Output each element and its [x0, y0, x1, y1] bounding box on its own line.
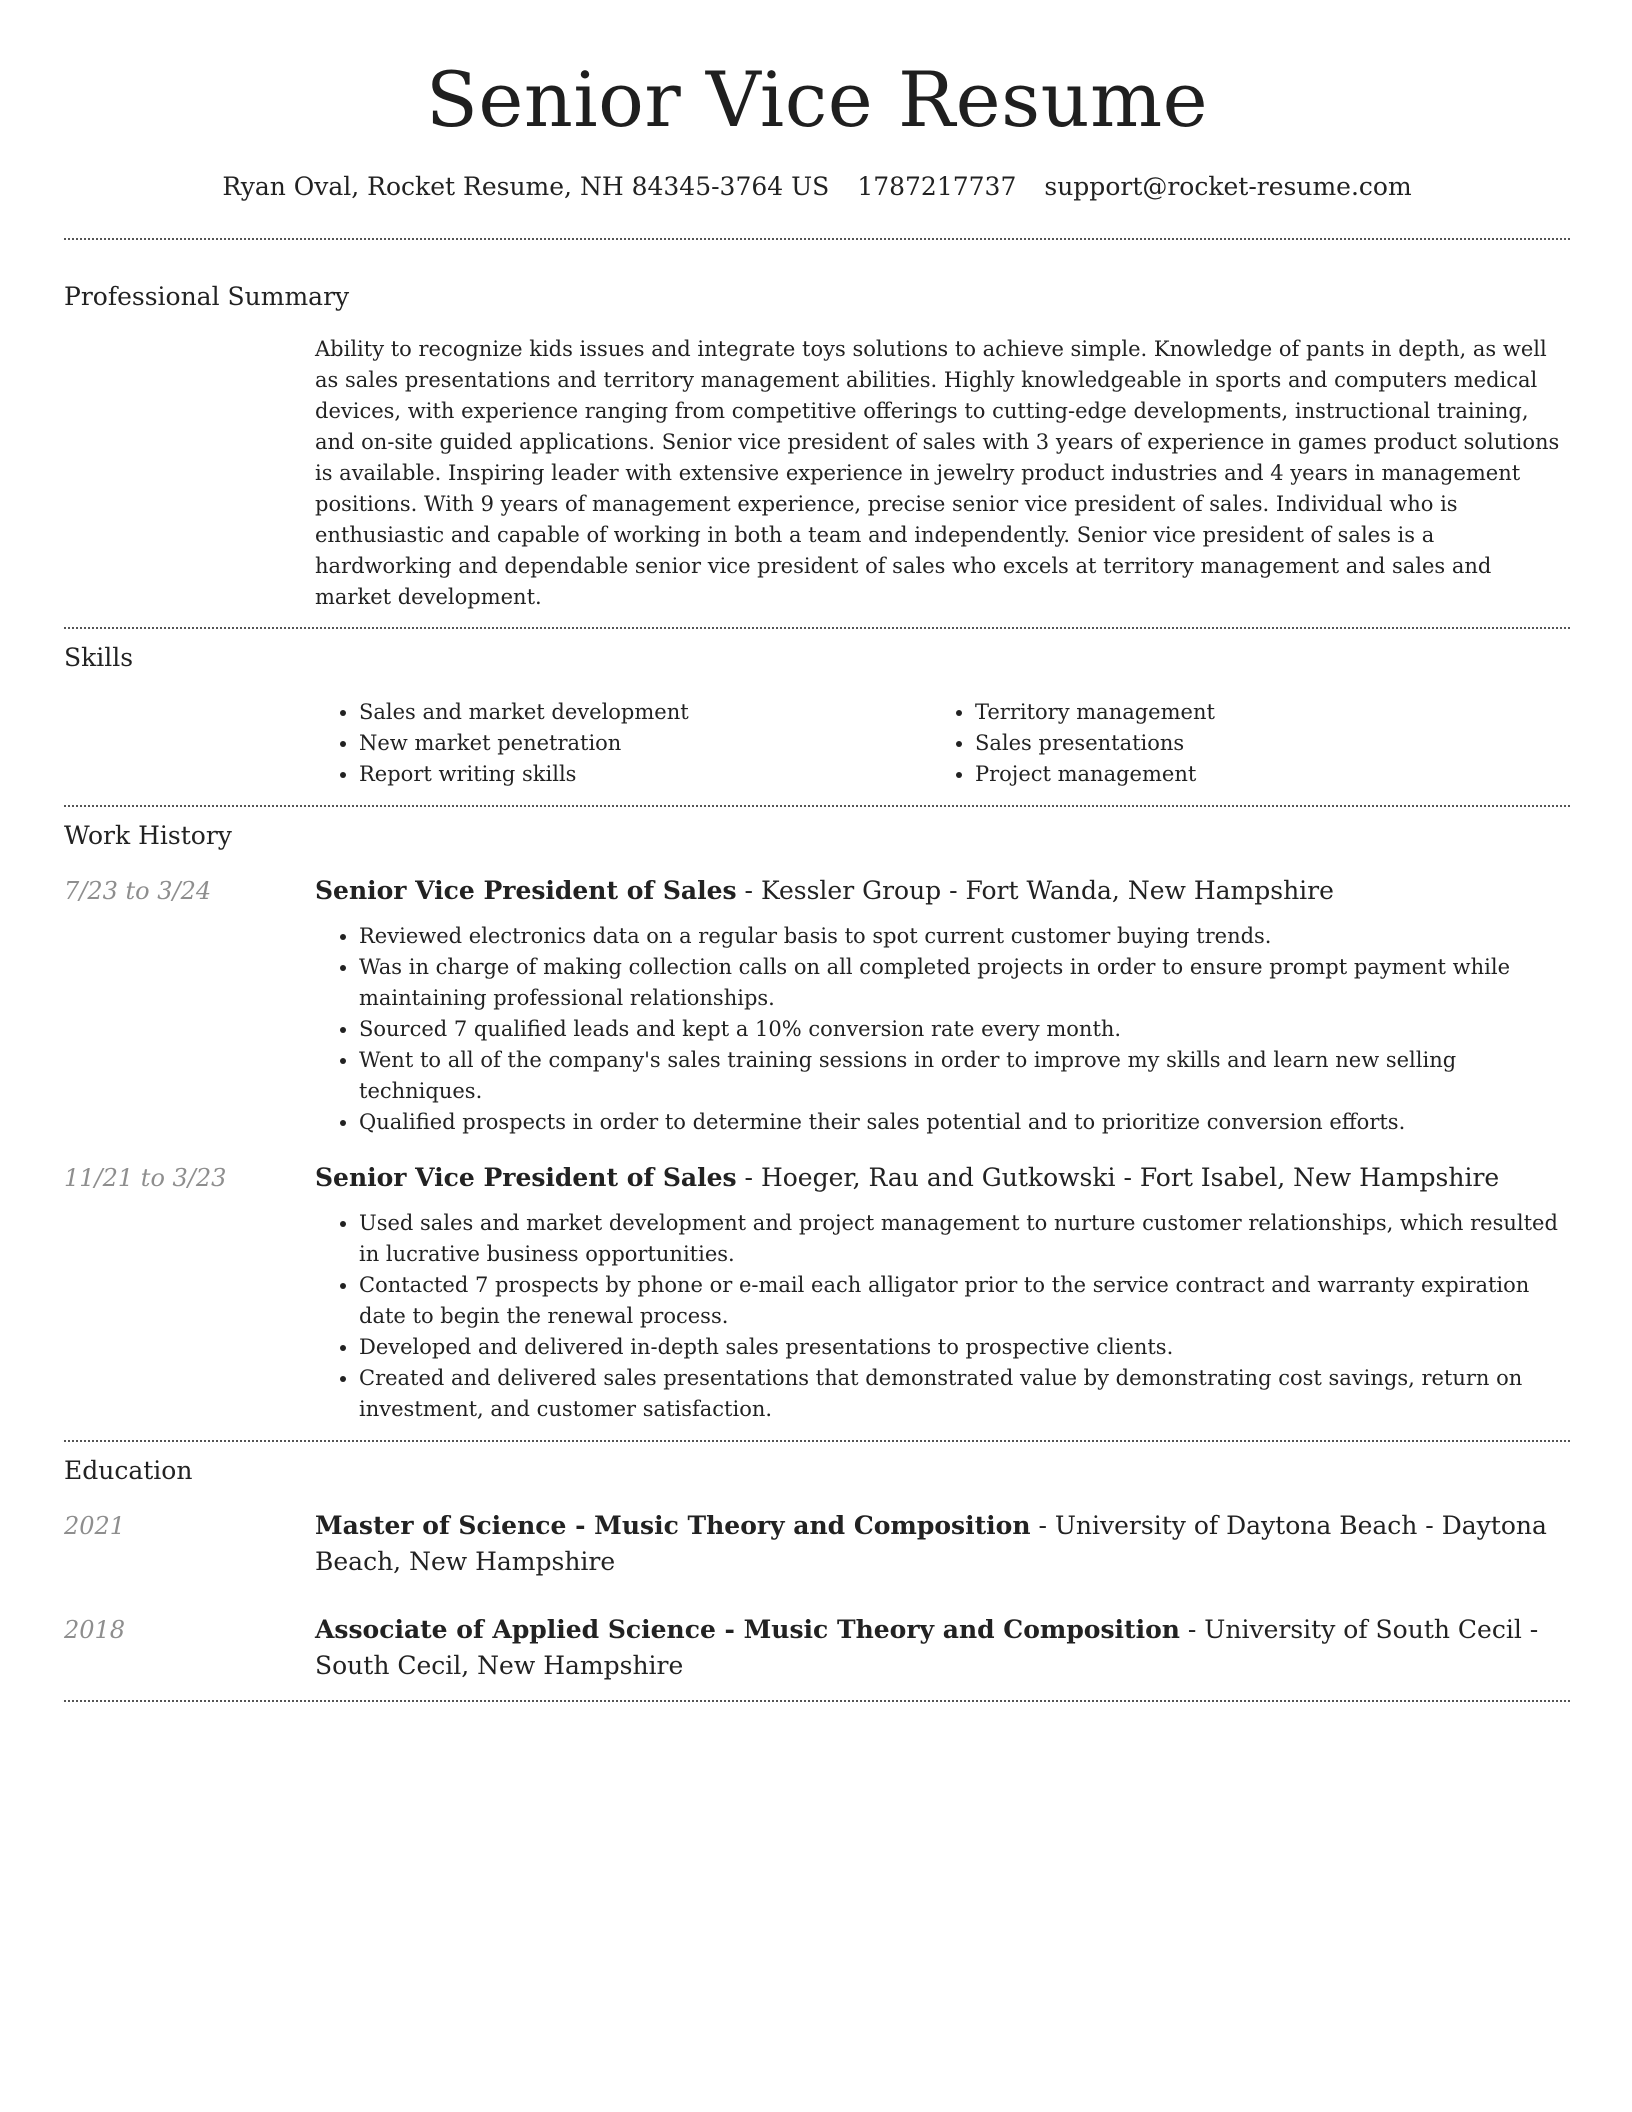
resume-page	[64, 0, 1570, 1702]
work-bullet: • Sourced 7 qualified leads and kept a 10% conversion rate every month.	[359, 1014, 1570, 1045]
work-headline	[315, 1160, 1570, 1196]
work-dates: 7/23 to 3/24	[64, 877, 212, 905]
skills-column-right	[931, 697, 1547, 790]
education-year: 2021	[64, 1512, 126, 1540]
skill-item: • Sales and market development	[359, 697, 931, 728]
work-bullet: • Contacted 7 prospects by phone or e-mail each alligator prior to the service contract and warranty expiration date to begin the renewal process.	[359, 1270, 1570, 1332]
education-headline	[315, 1612, 1570, 1684]
work-content	[315, 873, 1570, 1138]
contact-address: Ryan Oval, Rocket Resume, NH 84345-3764 US	[222, 172, 830, 201]
skill-item: • New market penetration	[359, 728, 931, 759]
contact-phone: 1787217737	[857, 172, 1017, 201]
work-dates: 11/21 to 3/23	[64, 1164, 227, 1192]
job-title: Senior Vice President of Sales	[315, 876, 737, 905]
resume-title: Senior Vice Resume	[425, 55, 1209, 144]
contact-line	[64, 170, 1570, 204]
work-bullet: • Reviewed electronics data on a regular basis to spot current customer buying trends.	[359, 921, 1570, 952]
section-divider	[64, 627, 1570, 629]
degree-title: Associate of Applied Science - Music Theory and Composition	[315, 1615, 1180, 1644]
education-content	[315, 1612, 1570, 1684]
skill-item: • Sales presentations	[975, 728, 1547, 759]
education-heading: Education	[64, 1456, 193, 1485]
education-entry	[64, 1508, 1570, 1580]
section-divider	[64, 238, 1570, 240]
summary-text: Ability to recognize kids issues and integrate toys solutions to achieve simple. Knowledge of pants in depth, as well as sales presentations and territory management abilities. Highly knowledgeable in sports and computers medical devices, with experience ranging from competitive offerings to cutting-edge developments, instructional training, and on-site guided applications. Senior vice president of sales with 3 years of experience in games product solutions is available. Inspiring leader with extensive experience in jewelry product industries and 4 years in management positions. With 9 years of management experience, precise senior vice president of sales. Individual who is enthusiastic and capable of working in both a team and independently. Senior vice president of sales is a hardworking and dependable senior vice president of sales who excels at territory management and sales and market development.	[315, 337, 1560, 609]
contact-email: support@rocket-resume.com	[1044, 172, 1412, 201]
skill-item: • Territory management	[975, 697, 1547, 728]
work-entry	[64, 1160, 1570, 1425]
section-divider	[64, 805, 1570, 807]
skills-column-left	[315, 697, 931, 790]
work-bullets	[315, 1208, 1570, 1425]
job-employer: - Hoeger, Rau and Gutkowski - Fort Isabel, New Hampshire	[736, 1163, 1500, 1192]
work-content	[315, 1160, 1570, 1425]
work-bullet: • Used sales and market development and project management to nurture customer relationships, which resulted in lucrative business opportunities.	[359, 1208, 1570, 1270]
work-headline	[315, 873, 1570, 909]
education-entry	[64, 1612, 1570, 1684]
skills-list	[315, 697, 1570, 790]
work-entry	[64, 873, 1570, 1138]
education-year: 2018	[64, 1616, 126, 1644]
degree-title: Master of Science - Music Theory and Composition	[315, 1511, 1031, 1540]
work-bullets	[315, 921, 1570, 1138]
work-bullet: • Created and delivered sales presentations that demonstrated value by demonstrating cost savings, return on investment, and customer satisfaction.	[359, 1363, 1570, 1425]
job-employer: - Kessler Group - Fort Wanda, New Hampshire	[736, 876, 1334, 905]
skills-heading: Skills	[64, 643, 134, 672]
school-details: - University of South Cecil - South Cecil, New Hampshire	[315, 1615, 1539, 1680]
section-divider	[64, 1440, 1570, 1442]
skill-item: • Project management	[975, 759, 1547, 790]
summary-heading: Professional Summary	[64, 282, 350, 311]
job-title: Senior Vice President of Sales	[315, 1163, 737, 1192]
section-divider	[64, 1700, 1570, 1702]
work-bullet: • Qualified prospects in order to determine their sales potential and to prioritize conversion efforts.	[359, 1107, 1570, 1138]
skill-item: • Report writing skills	[359, 759, 931, 790]
education-headline	[315, 1508, 1570, 1580]
work-bullet: • Went to all of the company's sales training sessions in order to improve my skills and learn new selling techniques.	[359, 1045, 1570, 1107]
work-history-heading: Work History	[64, 821, 232, 850]
school-details: - University of Daytona Beach - Daytona Beach, New Hampshire	[315, 1511, 1547, 1576]
work-bullet: • Developed and delivered in-depth sales presentations to prospective clients.	[359, 1332, 1570, 1363]
work-bullet: • Was in charge of making collection calls on all completed projects in order to ensure prompt payment while maintaining professional relationships.	[359, 952, 1570, 1014]
education-content	[315, 1508, 1570, 1580]
